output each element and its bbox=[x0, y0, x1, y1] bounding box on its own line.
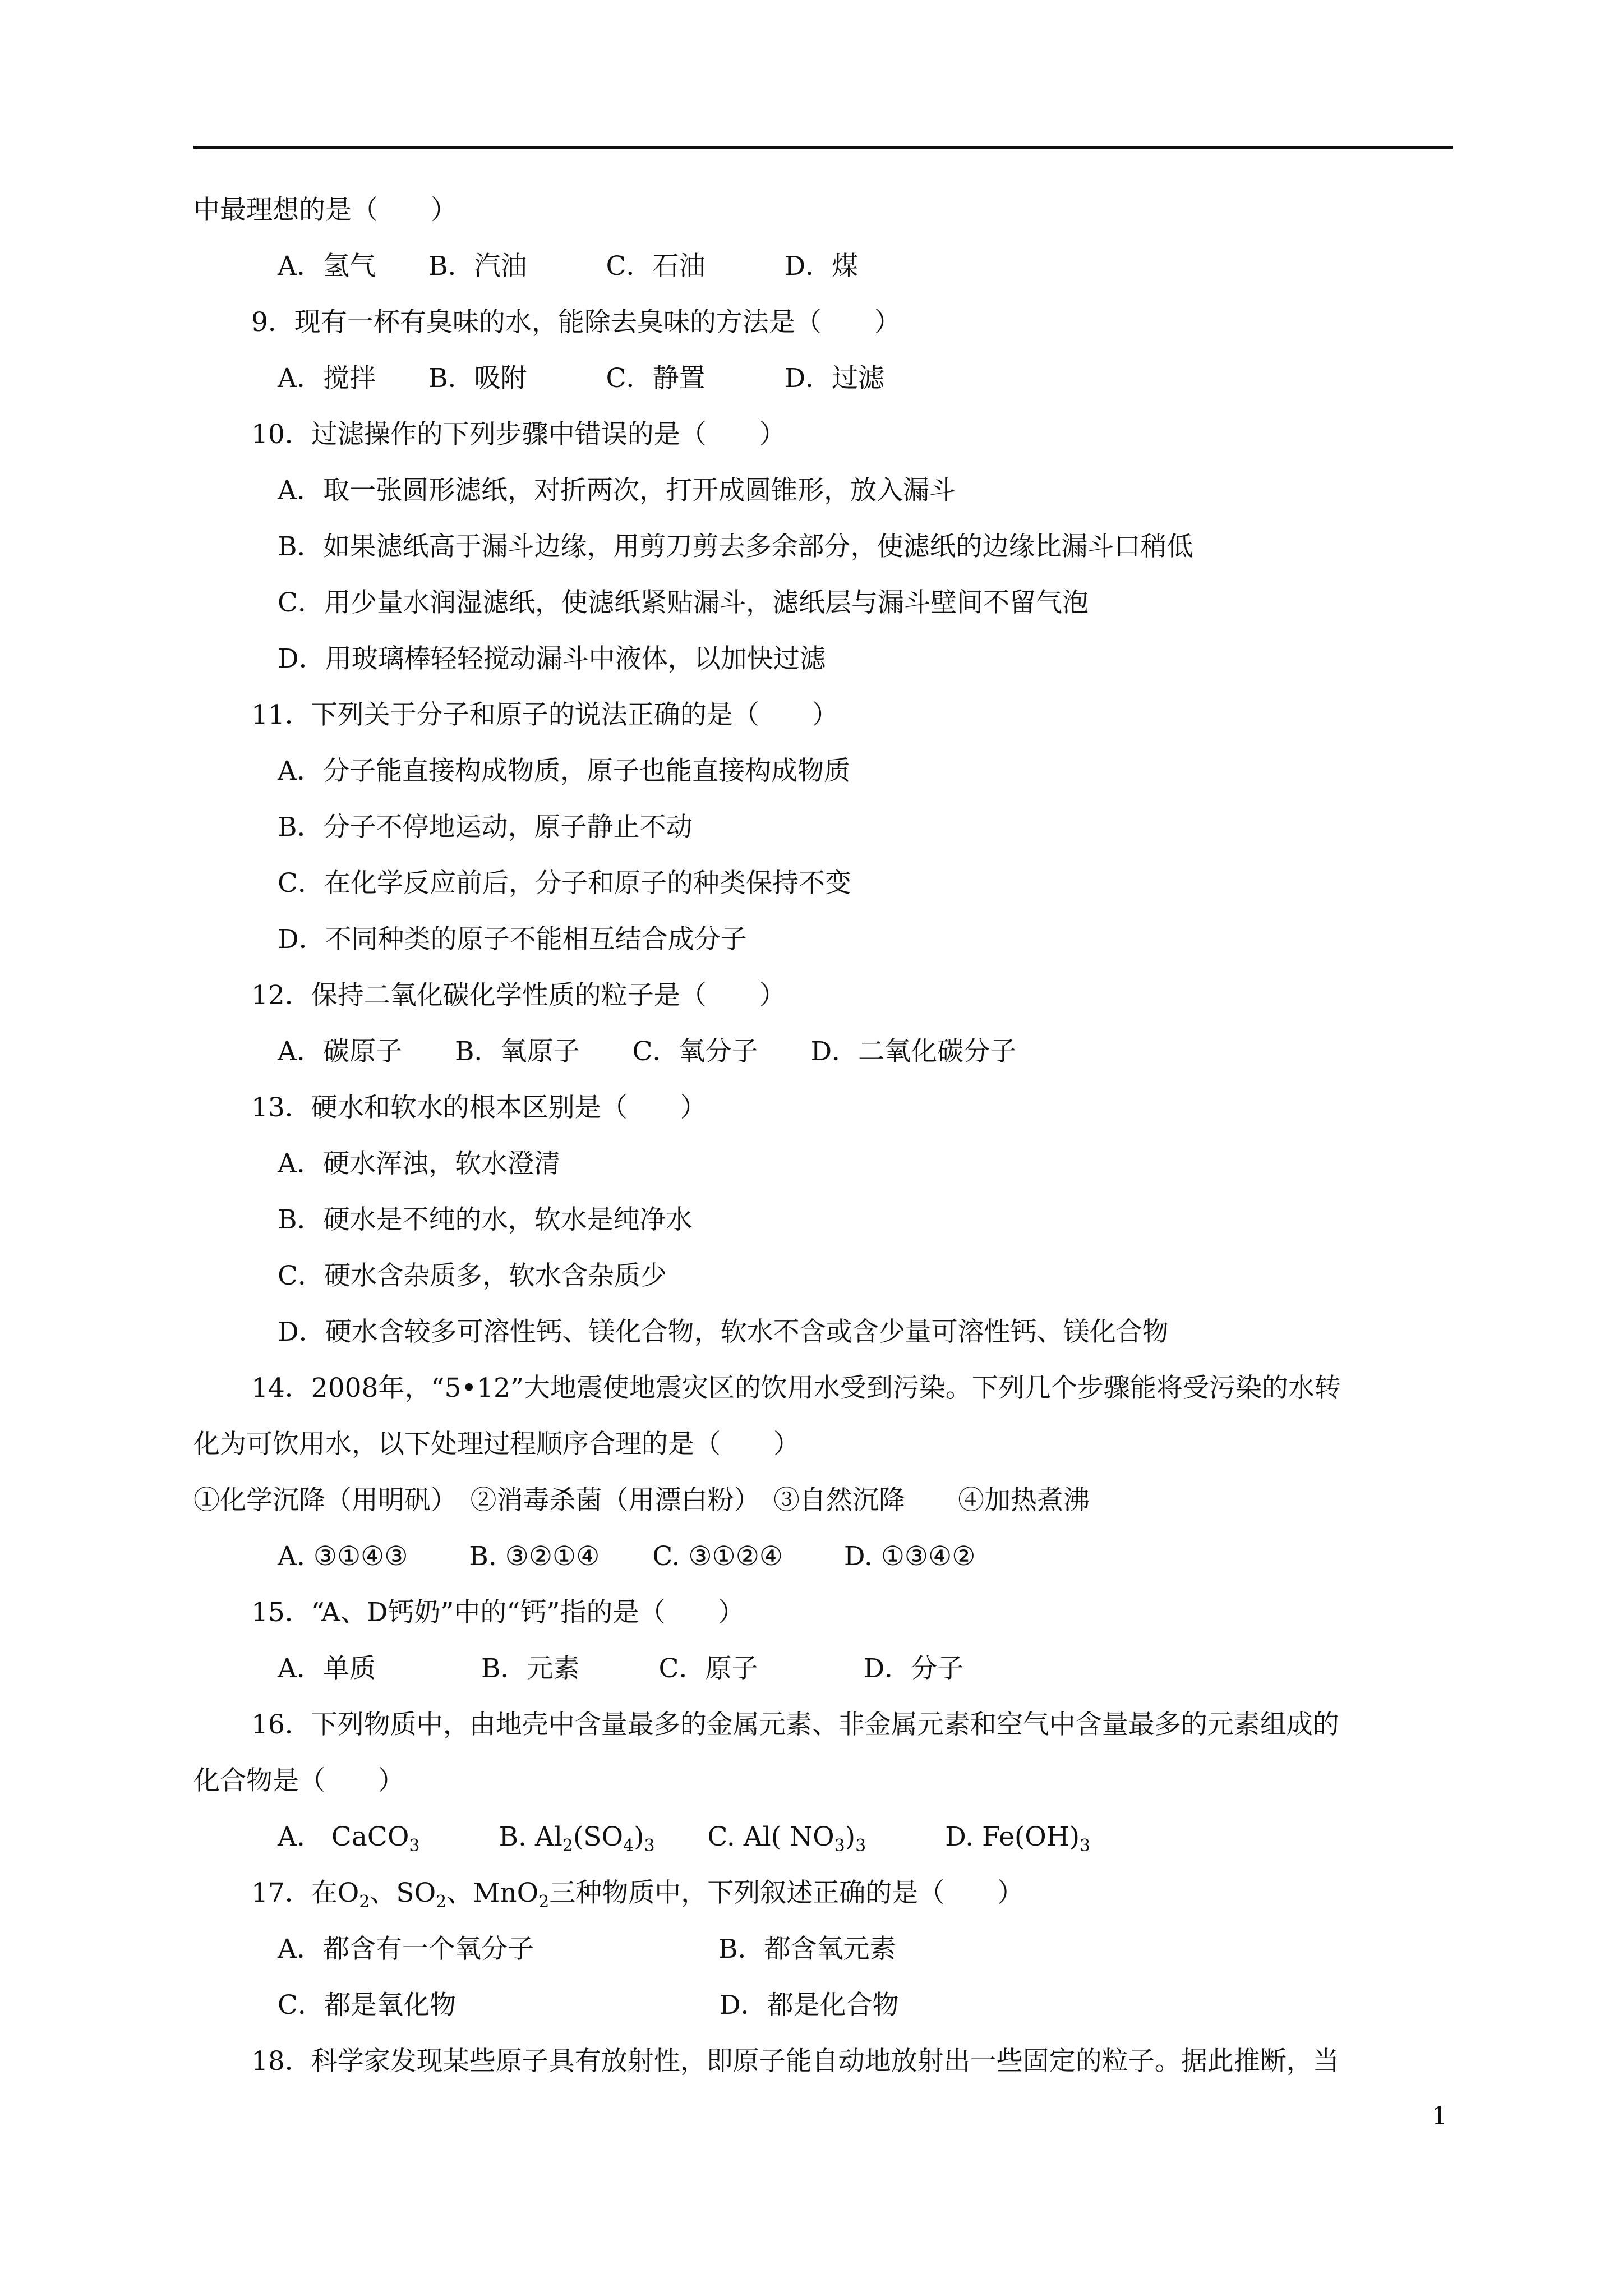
option-line: C．硬水含杂质多，软水含杂质少 bbox=[278, 1260, 667, 1291]
formula-text: (SO bbox=[573, 1821, 624, 1852]
header-rule bbox=[193, 146, 1453, 149]
subscript: 4 bbox=[623, 1836, 634, 1856]
option-line: A．碳原子 B．氧原子 C．氧分子 D．二氧化碳分子 bbox=[278, 1036, 1017, 1067]
option-line: D．硬水含较多可溶性钙、镁化合物，软水不含或含少量可溶性钙、镁化合物 bbox=[278, 1317, 1169, 1347]
option-line bbox=[278, 1820, 1090, 1854]
subscript: 3 bbox=[644, 1836, 655, 1856]
formula-text: 三种物质中，下列叙述正确的是（ ） bbox=[549, 1878, 1024, 1908]
option-line: A．氢气 B．汽油 C．石油 D．煤 bbox=[278, 251, 859, 282]
formula-text: B. Al bbox=[419, 1821, 562, 1852]
option-line bbox=[251, 1876, 1023, 1910]
question-line: 16．下列物质中，由地壳中含量最多的金属元素、非金属元素和空气中含量最多的元素组成的 bbox=[251, 1709, 1339, 1740]
question-continuation: 化为可饮用水，以下处理过程顺序合理的是（ ） bbox=[193, 1429, 800, 1460]
question-line: 11．下列关于分子和原子的说法正确的是（ ） bbox=[251, 700, 838, 730]
option-line: A．单质 B．元素 C．原子 D．分子 bbox=[278, 1653, 964, 1684]
question-continuation: ①化学沉降（用明矾） ②消毒杀菌（用漂白粉） ③自然沉降 ④加热煮沸 bbox=[193, 1485, 1090, 1516]
question-line: 13．硬水和软水的根本区别是（ ） bbox=[251, 1092, 707, 1123]
option-line: D．不同种类的原子不能相互结合成分子 bbox=[278, 924, 747, 955]
option-line: D．用玻璃棒轻轻搅动漏斗中液体，以加快过滤 bbox=[278, 643, 826, 674]
option-line: A．都含有一个氧分子 B．都含氧元素 bbox=[278, 1934, 896, 1964]
question-continuation: 中最理想的是（ ） bbox=[193, 195, 457, 226]
subscript: 3 bbox=[855, 1836, 866, 1856]
formula-text: 、MnO bbox=[446, 1878, 539, 1908]
option-line: C．都是氧化物 D．都是化合物 bbox=[278, 1990, 899, 2021]
option-line: A．分子能直接构成物质，原子也能直接构成物质 bbox=[278, 756, 850, 786]
formula-text: 、SO bbox=[370, 1878, 436, 1908]
option-line: B．硬水是不纯的水，软水是纯净水 bbox=[278, 1204, 693, 1235]
question-line: 15．“A、D钙奶”中的“钙”指的是（ ） bbox=[251, 1597, 745, 1628]
question-line: 18．科学家发现某些原子具有放射性，即原子能自动地放射出一些固定的粒子。据此推断，当 bbox=[251, 2046, 1339, 2077]
question-line: 12．保持二氧化碳化学性质的粒子是（ ） bbox=[251, 980, 786, 1011]
option-line: C．用少量水润湿滤纸，使滤纸紧贴漏斗，滤纸层与漏斗壁间不留气泡 bbox=[278, 587, 1089, 618]
option-line: A．搅拌 B．吸附 C．静置 D．过滤 bbox=[278, 363, 885, 394]
question-line: 10．过滤操作的下列步骤中错误的是（ ） bbox=[251, 419, 786, 450]
question-line: 14．2008年，“5•12”大地震使地震灾区的饮用水受到污染。下列几个步骤能将受污染的水转 bbox=[251, 1373, 1341, 1404]
subscript: 2 bbox=[436, 1892, 447, 1912]
subscript: 3 bbox=[409, 1836, 420, 1856]
subscript: 2 bbox=[562, 1836, 573, 1856]
formula-text: D. Fe(OH) bbox=[866, 1821, 1080, 1852]
option-line: B．分子不停地运动，原子静止不动 bbox=[278, 812, 693, 843]
question-continuation: 化合物是（ ） bbox=[193, 1765, 404, 1796]
option-line: C．在化学反应前后，分子和原子的种类保持不变 bbox=[278, 868, 851, 899]
subscript: 2 bbox=[359, 1892, 370, 1912]
page-number: 1 bbox=[1432, 2102, 1447, 2131]
formula-text: 17．在O bbox=[251, 1878, 359, 1908]
formula-text: A. CaCO bbox=[278, 1821, 409, 1852]
option-line: A．取一张圆形滤纸，对折两次，打开成圆锥形，放入漏斗 bbox=[278, 475, 956, 506]
option-line: A．硬水浑浊，软水澄清 bbox=[278, 1148, 560, 1179]
option-line: A. ③①④③ B. ③②①④ C. ③①②④ D. ①③④② bbox=[278, 1541, 976, 1572]
subscript: 2 bbox=[538, 1892, 550, 1912]
question-line: 9．现有一杯有臭味的水，能除去臭味的方法是（ ） bbox=[251, 307, 901, 338]
subscript: 3 bbox=[1080, 1836, 1091, 1856]
subscript: 3 bbox=[834, 1836, 845, 1856]
formula-text: ) bbox=[845, 1821, 856, 1852]
formula-text: C. Al( NO bbox=[654, 1821, 834, 1852]
formula-text: ) bbox=[634, 1821, 644, 1852]
option-line: B．如果滤纸高于漏斗边缘，用剪刀剪去多余部分，使滤纸的边缘比漏斗口稍低 bbox=[278, 531, 1193, 562]
